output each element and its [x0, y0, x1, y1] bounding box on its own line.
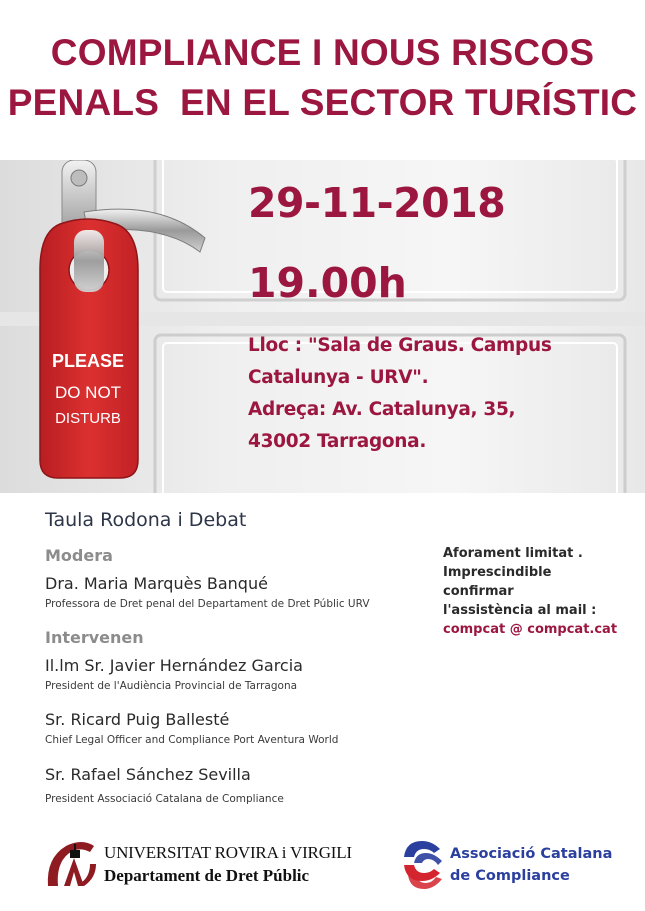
location-line: Catalunya - URV".	[248, 367, 429, 388]
registration-line: Imprescindible	[443, 565, 552, 580]
moderator-role: Professora de Dret penal del Departament de Dret Públic URV	[45, 598, 370, 610]
moderator-name: Dra. Maria Marquès Banqué	[45, 574, 268, 593]
location-line: Lloc : "Sala de Graus. Campus	[248, 335, 552, 356]
registration-line: confirmar	[443, 584, 514, 599]
speaker-name: Il.lm Sr. Javier Hernández Garcia	[45, 656, 303, 675]
speaker-name: Sr. Ricard Puig Ballesté	[45, 710, 230, 729]
registration-note	[443, 544, 638, 639]
urv-logo-icon	[44, 838, 100, 890]
location-line: Adreça: Av. Catalunya, 35,	[248, 399, 516, 420]
university-name: UNIVERSITAT ROVIRA i VIRGILI	[104, 843, 352, 862]
location-line: 43002 Tarragona.	[248, 431, 427, 452]
event-date: 29-11-2018	[248, 179, 506, 227]
event-title-line-2: PENALS EN EL SECTOR TURÍSTIC	[7, 82, 638, 123]
speaker-role: President Associació Catalana de Compliance	[45, 793, 284, 805]
university-department: Departament de Dret Públic	[104, 866, 310, 885]
association-name-line-2: de Compliance	[450, 868, 570, 884]
event-location	[248, 330, 638, 458]
speaker-role: President de l'Audiència Provincial de Tarragona	[45, 680, 298, 692]
hero-photo	[0, 160, 645, 493]
event-title-line-1: COMPLIANCE I NOUS RISCOS	[50, 32, 595, 73]
event-details	[248, 178, 638, 458]
registration-email[interactable]: compcat @ compcat.cat	[443, 622, 618, 637]
tag-text-do-not: DO NOT	[54, 383, 122, 402]
event-title	[0, 28, 645, 128]
association-name	[450, 843, 612, 887]
registration-line: Aforament limitat .	[443, 546, 583, 561]
association-name-line-1: Associació Catalana	[450, 846, 613, 862]
speaker-name: Sr. Rafael Sánchez Sevilla	[45, 765, 251, 784]
speakers-label: Intervenen	[45, 628, 144, 647]
event-time: 19.00h	[248, 259, 407, 307]
registration-line: l'assistència al mail :	[443, 603, 597, 618]
tag-text-please: PLEASE	[51, 351, 125, 371]
moderator-label: Modera	[45, 546, 113, 565]
program-heading: Taula Rodona i Debat	[45, 509, 247, 531]
speaker-role: Chief Legal Officer and Compliance Port Aventura World	[45, 734, 339, 746]
tag-text-disturb: DISTURB	[55, 410, 121, 427]
association-logo-icon	[400, 839, 444, 891]
